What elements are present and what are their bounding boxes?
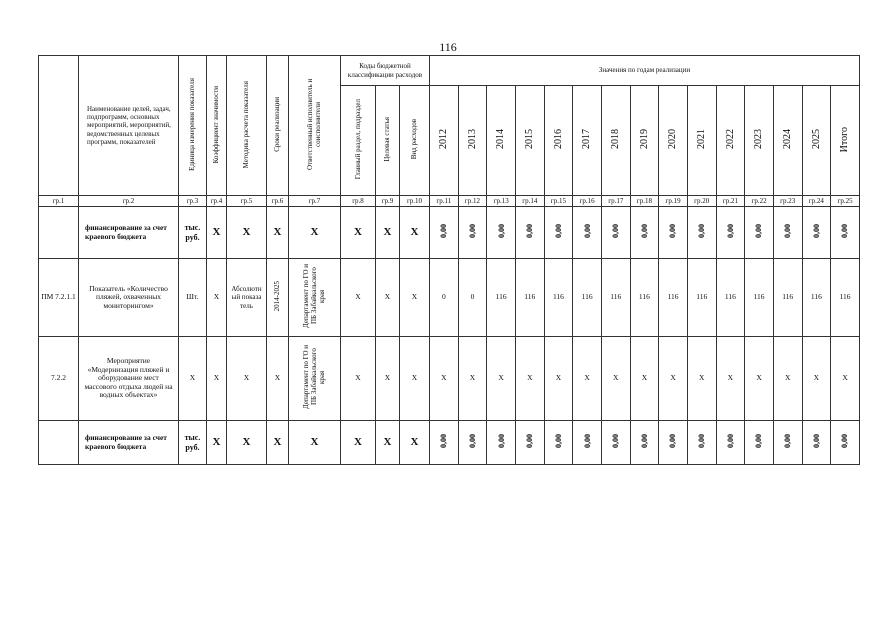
header-cell-code (39, 56, 79, 196)
row-value-text: 0,00 (553, 224, 563, 239)
row-value (544, 207, 573, 259)
header-year-label: 2012 (438, 129, 450, 150)
row-value-text: 0,00 (639, 434, 649, 449)
row-code (39, 207, 79, 259)
row-value-text: 0,00 (783, 434, 793, 449)
row-value-text: 0,00 (496, 224, 506, 239)
header-year-cell (544, 86, 573, 196)
header-code-section-label: Главный раздел, подраздел (353, 99, 362, 180)
row-resp-text: Департамент по ГО и ПБ Забайкальского края (302, 345, 327, 410)
row-terms (267, 259, 289, 337)
group-label: гр.22 (745, 196, 774, 207)
header-year-cell (802, 86, 831, 196)
header-cell-unit (179, 56, 207, 196)
indicator-row (39, 259, 860, 337)
row-value-text: 0,00 (525, 434, 535, 449)
row-resp: Х (289, 207, 341, 259)
header-year-cell (430, 86, 459, 196)
row-method: Х (227, 207, 267, 259)
row-value (458, 421, 487, 465)
group-label: гр.3 (179, 196, 207, 207)
header-cell-budget-codes: Коды бюджетной классификации расходов (341, 56, 430, 86)
measure-row (39, 337, 860, 421)
row-value-text: 0,00 (811, 224, 821, 239)
header-year-cell (773, 86, 802, 196)
group-label: гр.21 (716, 196, 745, 207)
row-value: 0 (458, 259, 487, 337)
group-label: гр.9 (376, 196, 400, 207)
row-resp-text: Департамент по ГО и ПБ Забайкальского края (302, 264, 327, 329)
header-coef-label: Коэффициент значимости (212, 85, 221, 164)
row-value: 116 (716, 259, 745, 337)
header-year-label: 2016 (552, 129, 564, 150)
row-value: Х (687, 337, 716, 421)
group-label: гр.8 (341, 196, 376, 207)
row-value: Х (802, 337, 831, 421)
row-value-text: 0,00 (725, 434, 735, 449)
row-value (630, 207, 659, 259)
row-code-type: Х (400, 259, 430, 337)
row-value (573, 207, 602, 259)
row-value (831, 207, 860, 259)
row-value (601, 421, 630, 465)
row-value: 116 (802, 259, 831, 337)
header-year-cell (687, 86, 716, 196)
header-cell-code-section (341, 86, 376, 196)
row-value: Х (601, 337, 630, 421)
row-value-text: 0,00 (467, 224, 477, 239)
row-value (773, 207, 802, 259)
row-value (831, 421, 860, 465)
header-year-label: 2021 (695, 129, 707, 150)
row-value-text: 0,00 (725, 224, 735, 239)
header-resp-label: Ответственный исполнитель и соисполнители (306, 78, 323, 171)
row-value-text: 0,00 (697, 224, 707, 239)
row-code-type: Х (400, 337, 430, 421)
row-code-target: Х (376, 207, 400, 259)
row-value (601, 207, 630, 259)
header-year-cell (601, 86, 630, 196)
row-value-text: 0,00 (783, 224, 793, 239)
header-row-1 (39, 56, 860, 86)
row-value-text: 0,00 (754, 224, 764, 239)
row-value: 116 (544, 259, 573, 337)
header-total-label: Итого (839, 126, 851, 153)
row-value: Х (458, 337, 487, 421)
row-value (487, 207, 516, 259)
group-label: гр.20 (687, 196, 716, 207)
row-value-text: 0,00 (840, 434, 850, 449)
row-value (515, 421, 544, 465)
row-value: Х (831, 337, 860, 421)
row-value: Х (515, 337, 544, 421)
row-value (487, 421, 516, 465)
header-cell-values-by-year: Значения по годам реализации (430, 56, 860, 86)
row-value: 116 (831, 259, 860, 337)
row-code: ПМ 7.2.1.1 (39, 259, 79, 337)
row-value-text: 0,00 (467, 434, 477, 449)
header-year-cell (515, 86, 544, 196)
row-value (745, 207, 774, 259)
row-value (458, 207, 487, 259)
financing-row (39, 421, 860, 465)
group-label: гр.1 (39, 196, 79, 207)
row-value: 116 (573, 259, 602, 337)
group-label: гр.5 (227, 196, 267, 207)
group-label: гр.18 (630, 196, 659, 207)
row-code-section: Х (341, 337, 376, 421)
row-value: Х (745, 337, 774, 421)
row-value (687, 421, 716, 465)
row-code (39, 421, 79, 465)
row-code-target: Х (376, 421, 400, 465)
header-cell-method (227, 56, 267, 196)
header-year-label: 2023 (753, 129, 765, 150)
row-code-target: Х (376, 259, 400, 337)
row-value-text: 0,00 (668, 434, 678, 449)
row-value-text: 0,00 (639, 224, 649, 239)
row-value (716, 421, 745, 465)
header-year-label: 2017 (581, 129, 593, 150)
row-value: Х (544, 337, 573, 421)
row-method: Х (227, 421, 267, 465)
header-cell-code-type (400, 86, 430, 196)
row-coef: Х (207, 337, 227, 421)
row-coef: Х (207, 259, 227, 337)
group-label: гр.2 (79, 196, 179, 207)
row-name: финансирование за счет краевого бюджета (79, 421, 179, 465)
header-code-type-label: Вид расходов (410, 119, 419, 160)
row-name: Показатель «Количество пляжей, охваченных мониторингом» (79, 259, 179, 337)
group-label: гр.13 (487, 196, 516, 207)
row-terms: Х (267, 207, 289, 259)
row-value-text: 0,00 (697, 434, 707, 449)
row-value: Х (773, 337, 802, 421)
header-unit-label: Единица измерения показателя (188, 78, 197, 171)
row-value (745, 421, 774, 465)
header-year-cell (716, 86, 745, 196)
group-label: гр.11 (430, 196, 459, 207)
group-label: гр.15 (544, 196, 573, 207)
row-value: 116 (601, 259, 630, 337)
row-value (802, 421, 831, 465)
header-year-cell (659, 86, 688, 196)
row-resp: Х (289, 421, 341, 465)
row-value (773, 421, 802, 465)
header-total-cell (831, 86, 860, 196)
header-year-label: 2024 (781, 129, 793, 150)
row-coef: Х (207, 421, 227, 465)
group-label-row (39, 196, 860, 207)
row-code-section: Х (341, 259, 376, 337)
header-year-cell (745, 86, 774, 196)
group-label: гр.16 (573, 196, 602, 207)
row-value-text: 0,00 (439, 224, 449, 239)
group-label: гр.17 (601, 196, 630, 207)
row-unit: тыс. руб. (179, 207, 207, 259)
header-year-label: 2014 (495, 129, 507, 150)
header-year-cell (458, 86, 487, 196)
row-method: Абсолютный показатель (227, 259, 267, 337)
row-value-text: 0,00 (582, 434, 592, 449)
group-label: гр.23 (773, 196, 802, 207)
group-label: гр.24 (802, 196, 831, 207)
row-value: 0 (430, 259, 459, 337)
row-terms: Х (267, 421, 289, 465)
group-label: гр.14 (515, 196, 544, 207)
row-value: 116 (659, 259, 688, 337)
row-value: 116 (487, 259, 516, 337)
header-cell-code-target (376, 86, 400, 196)
row-value (544, 421, 573, 465)
header-method-label: Методика расчета показателя (242, 80, 251, 169)
row-resp (289, 337, 341, 421)
row-value: Х (430, 337, 459, 421)
row-coef: Х (207, 207, 227, 259)
row-value: Х (630, 337, 659, 421)
row-value: 116 (687, 259, 716, 337)
row-value-text: 0,00 (582, 224, 592, 239)
row-value (430, 207, 459, 259)
row-unit: тыс. руб. (179, 421, 207, 465)
row-resp (289, 259, 341, 337)
row-value-text: 0,00 (811, 434, 821, 449)
row-value: 116 (630, 259, 659, 337)
row-name: Мероприятие «Модернизация пляжей и оборудование мест массового отдыха людей на водных объектах» (79, 337, 179, 421)
row-value-text: 0,00 (611, 434, 621, 449)
row-terms: Х (267, 337, 289, 421)
header-year-label: 2015 (524, 129, 536, 150)
row-value: 116 (745, 259, 774, 337)
row-value-text: 0,00 (840, 224, 850, 239)
header-code-target-label: Целевая статья (383, 117, 392, 162)
header-year-label: 2025 (810, 129, 822, 150)
row-value: 116 (515, 259, 544, 337)
row-code-target: Х (376, 337, 400, 421)
row-method: Х (227, 337, 267, 421)
row-code-type: Х (400, 207, 430, 259)
group-label: гр.19 (659, 196, 688, 207)
indicators-table (38, 55, 860, 465)
row-value: 116 (773, 259, 802, 337)
group-label: гр.4 (207, 196, 227, 207)
row-value-text: 0,00 (553, 434, 563, 449)
group-label: гр.7 (289, 196, 341, 207)
group-label: гр.10 (400, 196, 430, 207)
row-value (430, 421, 459, 465)
group-label: гр.12 (458, 196, 487, 207)
header-year-cell (487, 86, 516, 196)
row-value-text: 0,00 (496, 434, 506, 449)
header-year-label: 2020 (667, 129, 679, 150)
row-value: Х (573, 337, 602, 421)
row-value-text: 0,00 (754, 434, 764, 449)
header-year-label: 2013 (466, 129, 478, 150)
header-year-cell (573, 86, 602, 196)
header-year-cell (630, 86, 659, 196)
header-year-label: 2022 (724, 129, 736, 150)
row-code: 7.2.2 (39, 337, 79, 421)
header-cell-name: Наименование целей, задач, подпрограмм, основных мероприятий, мероприятий, ведомственных целевых программ, показателей (79, 56, 179, 196)
row-terms-text: 2014-2025 (273, 281, 282, 312)
header-cell-resp (289, 56, 341, 196)
row-unit: Х (179, 337, 207, 421)
row-value (573, 421, 602, 465)
header-cell-coef (207, 56, 227, 196)
header-year-label: 2018 (610, 129, 622, 150)
header-cell-terms (267, 56, 289, 196)
group-label: гр.6 (267, 196, 289, 207)
row-value (687, 207, 716, 259)
financing-row (39, 207, 860, 259)
page-number: 116 (439, 40, 457, 54)
row-unit: Шт. (179, 259, 207, 337)
row-value-text: 0,00 (439, 434, 449, 449)
row-name: финансирование за счет краевого бюджета (79, 207, 179, 259)
header-year-label: 2019 (638, 129, 650, 150)
row-value (659, 421, 688, 465)
row-code-type: Х (400, 421, 430, 465)
header-terms-label: Сроки реализации (273, 97, 282, 152)
row-value-text: 0,00 (611, 224, 621, 239)
row-value (802, 207, 831, 259)
row-value-text: 0,00 (525, 224, 535, 239)
group-label: гр.25 (831, 196, 860, 207)
row-value-text: 0,00 (668, 224, 678, 239)
row-value (716, 207, 745, 259)
row-value (515, 207, 544, 259)
row-value (630, 421, 659, 465)
row-value (659, 207, 688, 259)
row-value: Х (487, 337, 516, 421)
row-value: Х (716, 337, 745, 421)
row-code-section: Х (341, 421, 376, 465)
row-code-section: Х (341, 207, 376, 259)
row-value: Х (659, 337, 688, 421)
